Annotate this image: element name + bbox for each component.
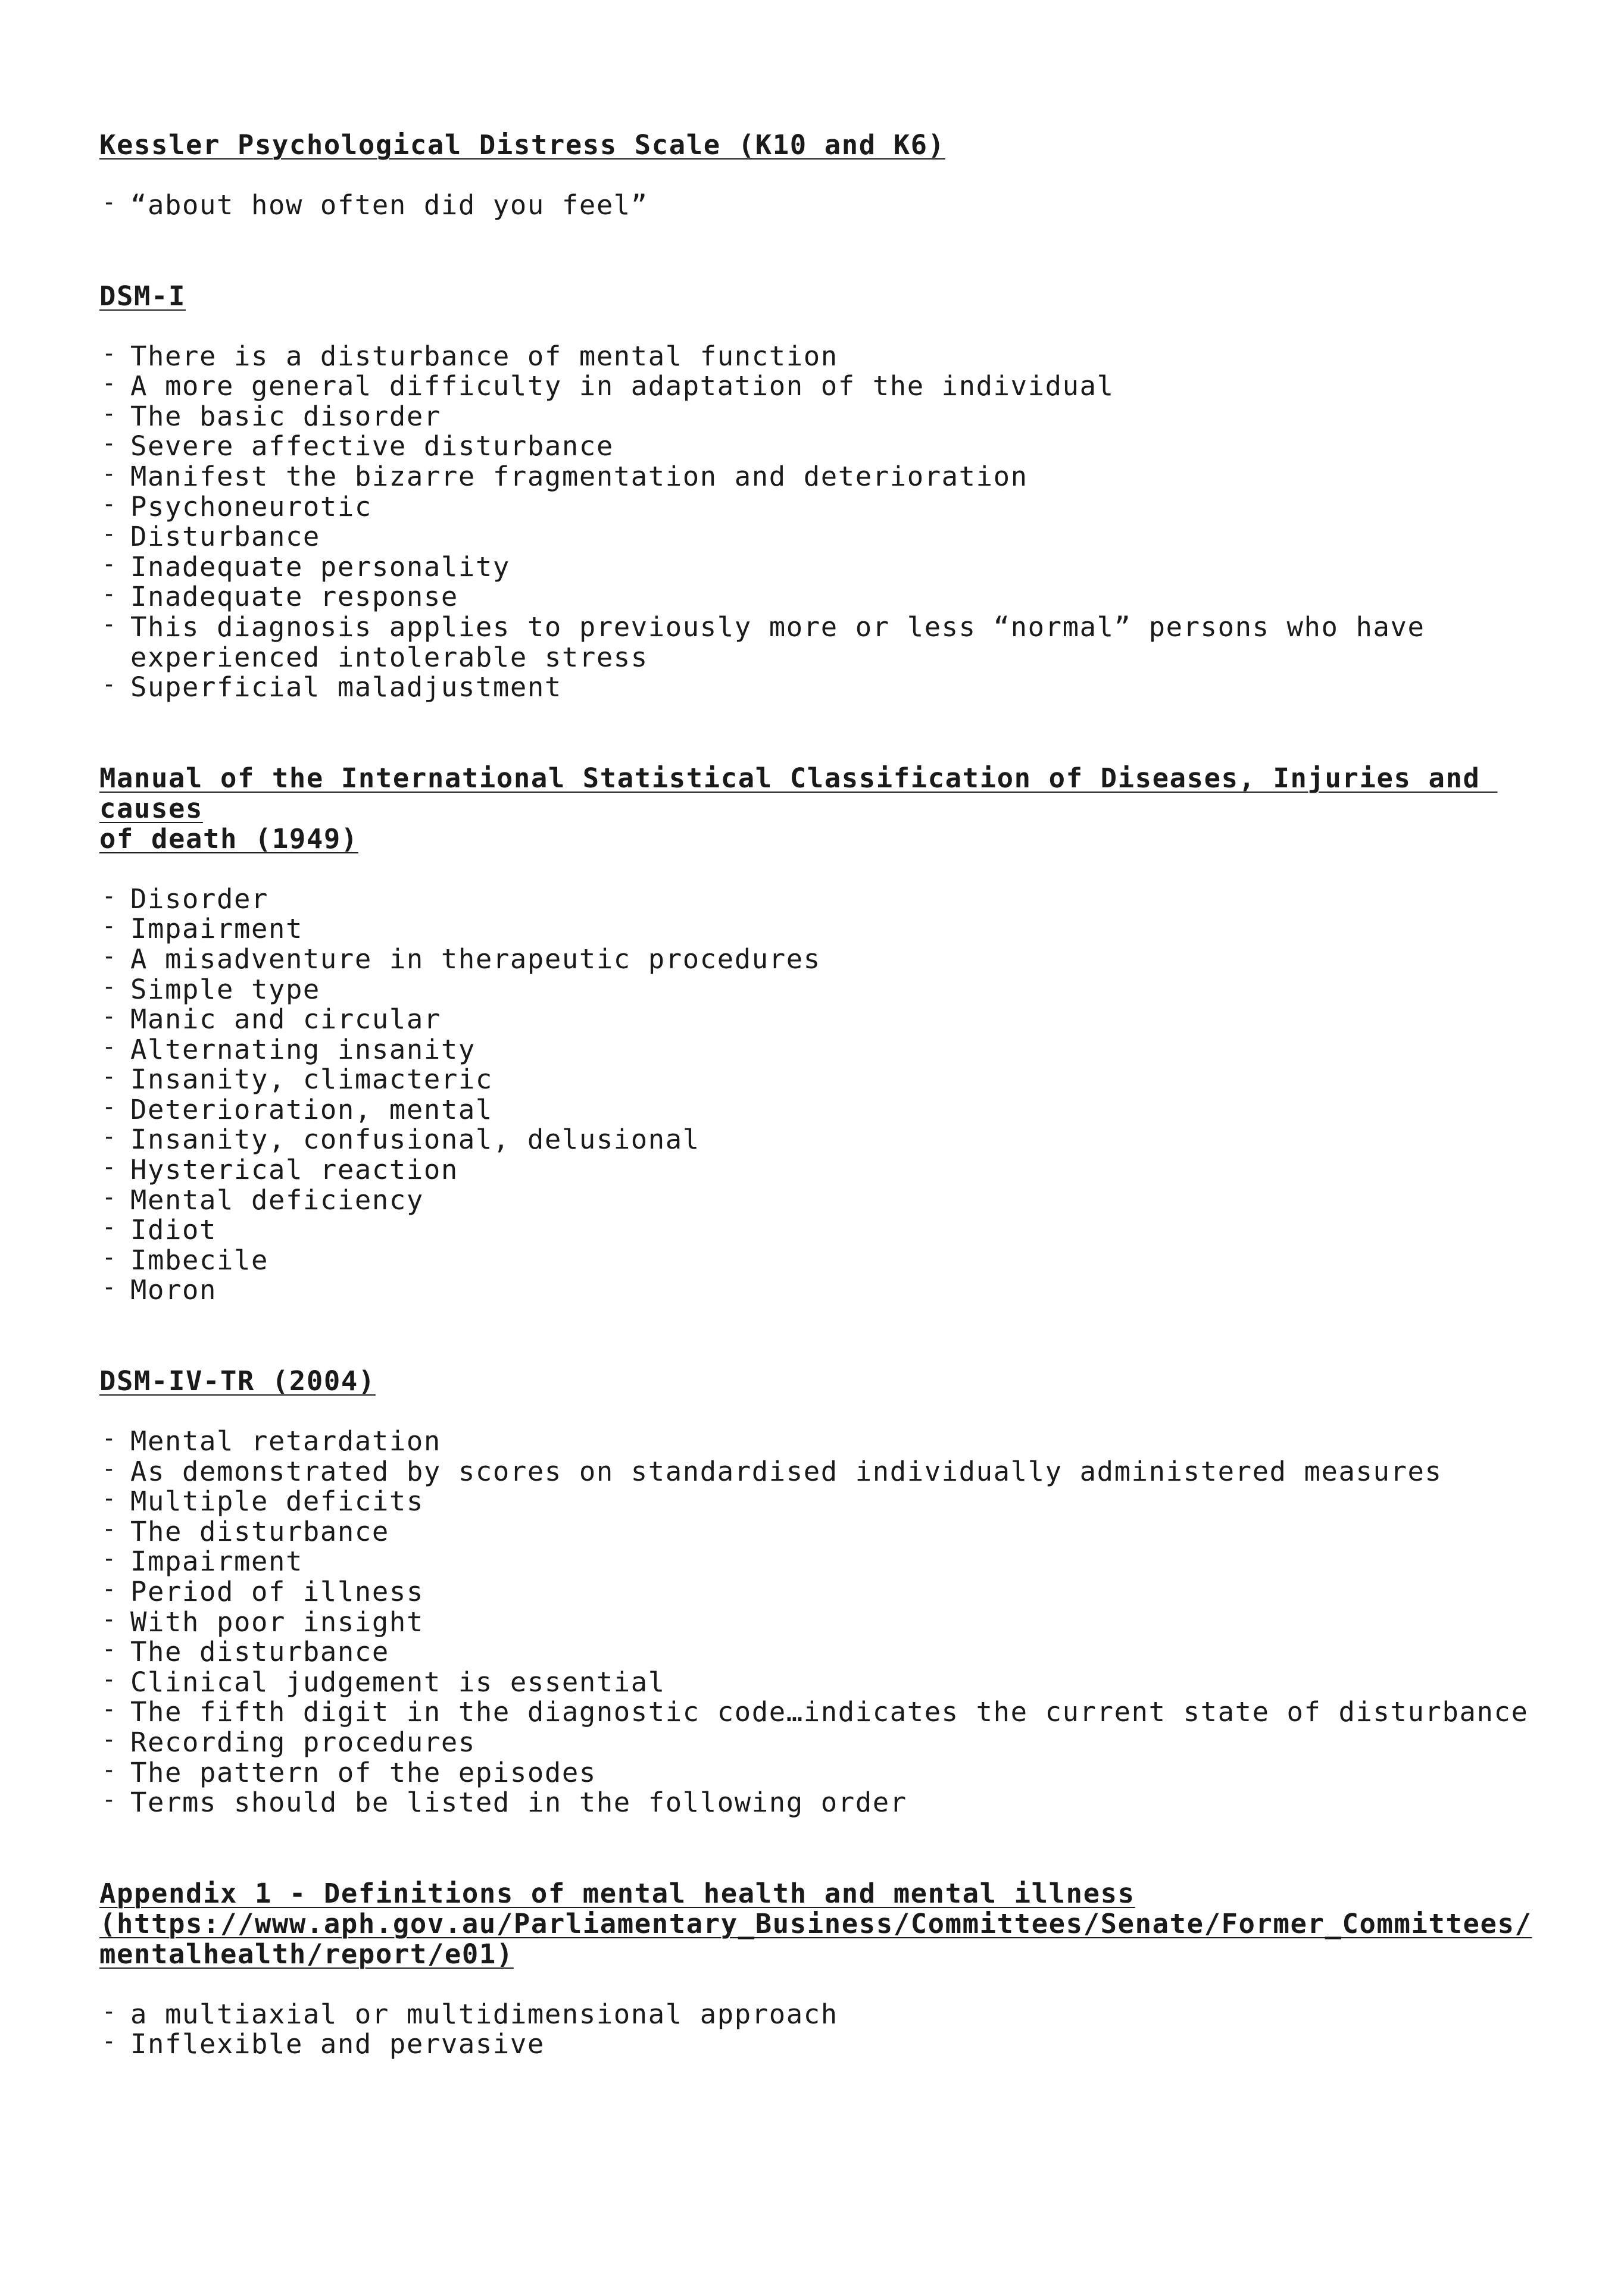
list-item-text: Multiple deficits: [130, 1485, 424, 1518]
list-item: - The pattern of the episodes: [102, 1756, 596, 1788]
heading-line: Manual of the International Statistical Classification of Diseases, Injuries and causes: [99, 762, 1498, 824]
section-heading: [99, 763, 1558, 854]
item-list: [99, 339, 1558, 703]
list-item-text: Period of illness: [130, 1576, 424, 1607]
list-item: - Disturbance: [102, 520, 320, 553]
list-item: - Period of illness: [102, 1575, 424, 1607]
list-item: - “about how often did you feel”: [102, 189, 648, 221]
heading-line: Appendix 1 - Definitions of mental health and mental illness: [99, 1877, 1135, 1909]
list-item: - Imbecile: [102, 1243, 268, 1276]
list-item: - Inadequate response: [102, 580, 458, 613]
list-item: - a multiaxial or multidimensional approach: [102, 1997, 838, 2030]
list-item: - Mental retardation: [102, 1425, 441, 1457]
item-list: [99, 1427, 1558, 1818]
list-item-text: Alternating insanity: [130, 1033, 476, 1065]
list-item: - Moron: [102, 1274, 217, 1306]
list-item: - Disorder: [102, 882, 268, 915]
list-item: - The disturbance: [102, 1635, 389, 1668]
section-heading: [99, 130, 1558, 160]
list-item-text: Severe affective disturbance: [130, 430, 614, 462]
list-item: - The disturbance: [102, 1515, 389, 1547]
list-item: - Impairment: [102, 912, 303, 945]
list-item-text: Recording procedures: [130, 1726, 476, 1758]
heading-line: (https://www.aph.gov.au/Parliamentary_Business/Committees/Senate/Former_Committees/: [99, 1907, 1532, 1940]
list-item-text: Deterioration, mental: [130, 1093, 493, 1125]
list-item-text: Hysterical reaction: [130, 1154, 458, 1186]
list-item: - Recording procedures: [102, 1725, 476, 1758]
section-icd-manual: [99, 763, 1558, 1306]
section-dsm-i: [99, 281, 1558, 703]
list-item-text: The fifth digit in the diagnostic code…indicates the current state of disturbance: [130, 1696, 1529, 1728]
list-item-text: Manifest the bizarre fragmentation and deterioration: [130, 460, 1028, 492]
section-dsm-iv-tr: [99, 1366, 1558, 1818]
list-item: - Superficial maladjustment: [102, 671, 562, 703]
heading-line: DSM-IV-TR (2004): [99, 1365, 376, 1397]
list-item: - As demonstrated by scores on standardised individually administered measures: [102, 1454, 1442, 1487]
section-heading: [99, 281, 1558, 311]
list-item-text: a multiaxial or multidimensional approach: [130, 1998, 838, 2030]
section-appendix-1: [99, 1878, 1558, 2060]
list-item-text: Inadequate response: [130, 581, 458, 613]
heading-line: mentalhealth/report/e01): [99, 1938, 514, 1970]
section-heading: [99, 1878, 1558, 1969]
list-item: - Deterioration, mental: [102, 1093, 493, 1125]
item-list: [99, 884, 1558, 1306]
list-item: - This diagnosis applies to previously more or less “normal” persons who have experienced intolerable stress: [102, 610, 1425, 673]
list-item-text: With poor insight: [130, 1606, 424, 1638]
list-item-text: Imbecile: [130, 1244, 268, 1276]
list-item-text: Superficial maladjustment: [130, 671, 562, 703]
list-item-text: Terms should be listed in the following order: [130, 1787, 907, 1819]
list-item-text: The disturbance: [130, 1636, 389, 1668]
list-item-text: Impairment: [130, 913, 303, 945]
list-item: - A more general difficulty in adaptation of the individual: [102, 370, 1114, 402]
document-page: [99, 130, 1558, 2060]
list-item: - Multiple deficits: [102, 1485, 424, 1518]
section-kessler: [99, 130, 1558, 221]
heading-line: DSM-I: [99, 280, 186, 312]
list-item: - Simple type: [102, 972, 320, 1005]
list-item-text: Idiot: [130, 1214, 217, 1246]
list-item-text: A misadventure in therapeutic procedures: [130, 943, 821, 975]
list-item: - The fifth digit in the diagnostic code…indicates the current state of disturbance: [102, 1696, 1529, 1728]
list-item: - With poor insight: [102, 1605, 424, 1638]
list-item-text: Disturbance: [130, 521, 320, 553]
list-item: - Clinical judgement is essential: [102, 1665, 666, 1698]
list-item-text: Impairment: [130, 1546, 303, 1578]
list-item-text: Moron: [130, 1274, 217, 1306]
list-item: - Alternating insanity: [102, 1033, 476, 1065]
list-item: - Inflexible and pervasive: [102, 2028, 545, 2060]
heading-line: Kessler Psychological Distress Scale (K10 and K6): [99, 129, 945, 161]
list-item: - Hysterical reaction: [102, 1153, 458, 1186]
list-item: - Psychoneurotic: [102, 490, 372, 523]
list-item: - Manifest the bizarre fragmentation and deterioration: [102, 459, 1028, 492]
list-item-text: The basic disorder: [130, 400, 441, 432]
list-item: - Insanity, climacteric: [102, 1063, 493, 1096]
list-item: - Manic and circular: [102, 1003, 441, 1036]
item-list: [99, 1997, 1558, 2060]
list-item-text: As demonstrated by scores on standardised individually administered measures: [130, 1455, 1442, 1487]
section-heading: [99, 1366, 1558, 1396]
list-item: - Impairment: [102, 1545, 303, 1578]
list-item-text: “about how often did you feel”: [130, 189, 648, 221]
list-item: - Mental deficiency: [102, 1183, 424, 1216]
item-list: [99, 190, 1558, 221]
list-item: - Insanity, confusional, delusional: [102, 1123, 700, 1156]
list-item-text: Inflexible and pervasive: [130, 2028, 545, 2060]
list-item-text: Clinical judgement is essential: [130, 1666, 666, 1698]
list-item: - Severe affective disturbance: [102, 430, 614, 462]
list-item-text: The disturbance: [130, 1515, 389, 1547]
list-item-text: Insanity, climacteric: [130, 1063, 493, 1096]
list-item: - The basic disorder: [102, 399, 441, 432]
list-item-text: Simple type: [130, 973, 320, 1005]
list-item-text: Disorder: [130, 883, 268, 915]
list-item-text: There is a disturbance of mental function: [130, 340, 838, 372]
list-item: - Idiot: [102, 1213, 217, 1246]
list-item-text: A more general difficulty in adaptation of the individual: [130, 370, 1114, 402]
list-item-text: This diagnosis applies to previously more or less “normal” persons who have experienced intolerable stress: [130, 611, 1425, 673]
list-item-text: Mental retardation: [130, 1425, 441, 1457]
heading-line: of death (1949): [99, 822, 358, 855]
list-item-text: Psychoneurotic: [130, 490, 372, 523]
list-item: - There is a disturbance of mental function: [102, 339, 838, 372]
list-item-text: Manic and circular: [130, 1003, 441, 1036]
list-item: - Inadequate personality: [102, 550, 510, 583]
list-item: - A misadventure in therapeutic procedures: [102, 942, 821, 975]
list-item-text: Insanity, confusional, delusional: [130, 1124, 700, 1156]
list-item-text: Mental deficiency: [130, 1184, 424, 1216]
list-item: - Terms should be listed in the following order: [102, 1786, 907, 1819]
list-item-text: Inadequate personality: [130, 550, 510, 583]
list-item-text: The pattern of the episodes: [130, 1756, 596, 1788]
